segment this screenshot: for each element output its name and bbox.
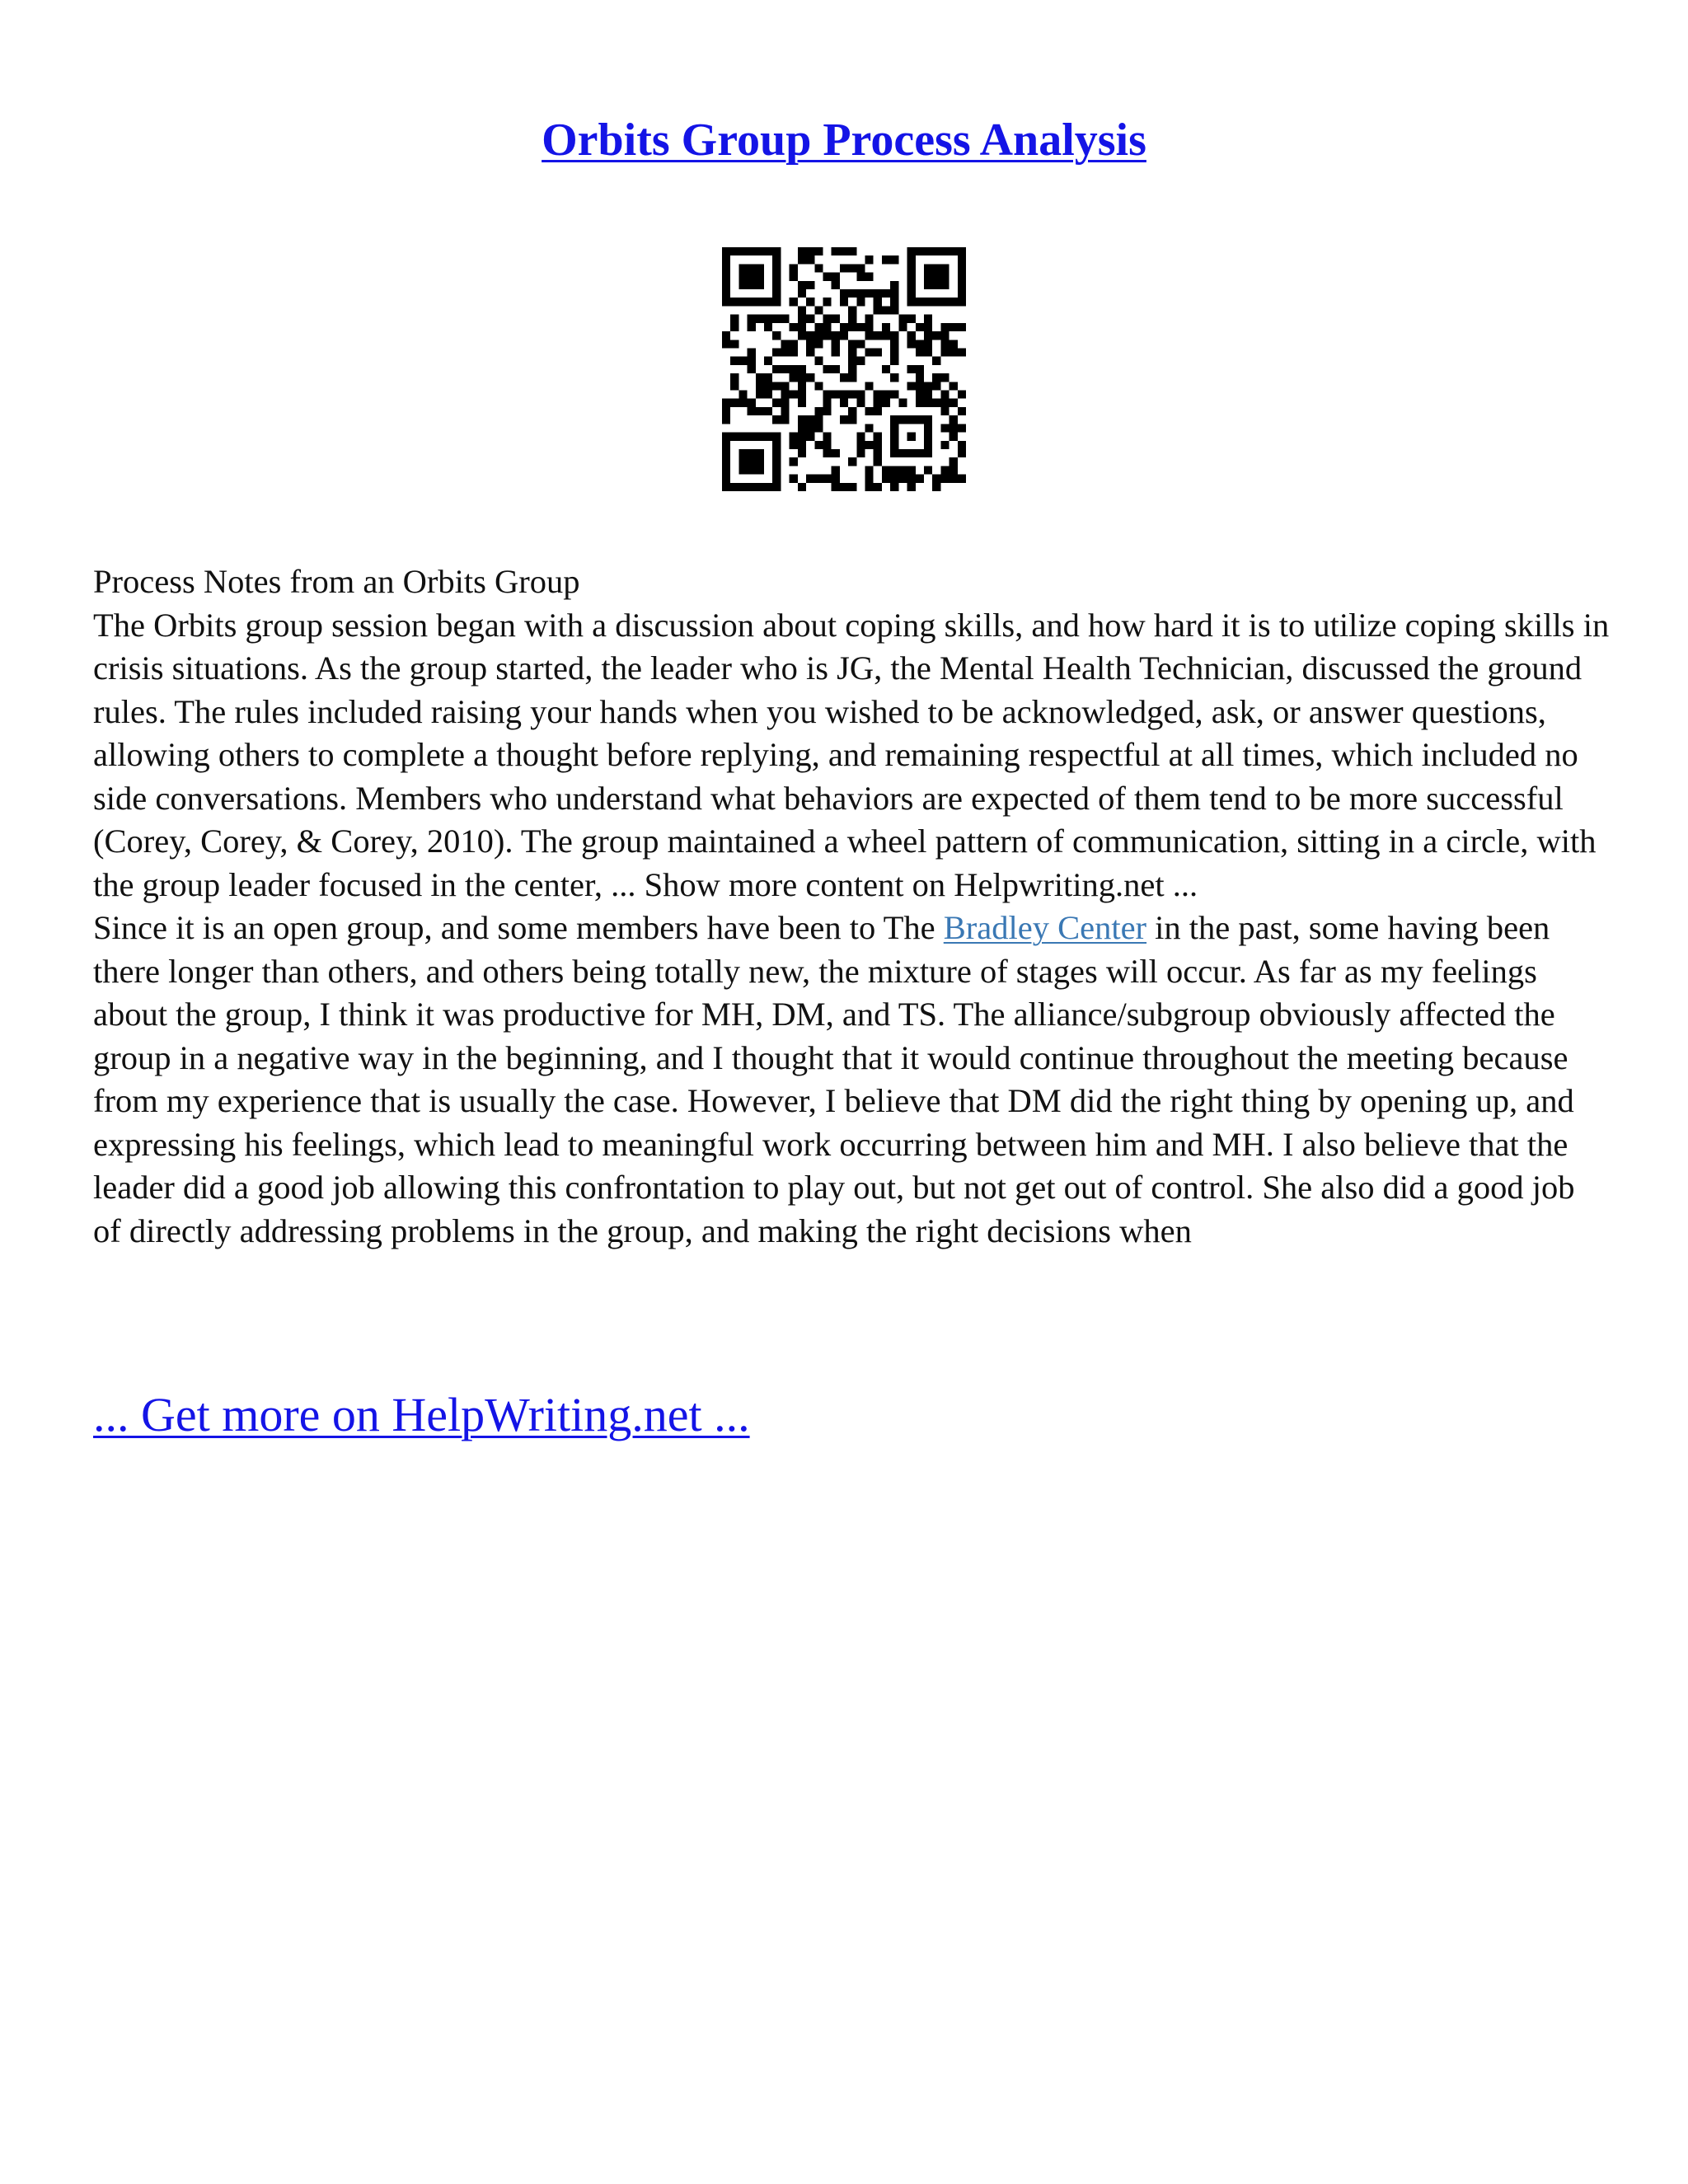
section-heading: Process Notes from an Orbits Group <box>93 563 580 600</box>
paragraph-2 <box>93 907 1610 1253</box>
qr-code-icon <box>722 247 966 491</box>
paragraph-1: The Orbits group session began with a discussion about coping skills, and how hard it is to utilize coping skills in crisis situations. As the group started, the leader who is JG, the Mental Health Technician, discussed the ground rules. The rules included raising your hands when you wished to be acknowledged, ask, or answer questions, allowing others to complete a thought before replying, and remaining respectful at all times, which included no side conversations. Members who understand what behaviors are expected of them tend to be more successful (Corey, Corey, & Corey, 2010). The group maintained a wheel pattern of communication, sitting in a circle, with the group leader focused in the center, ... Show more content on Helpwriting.net ... <box>93 606 1610 903</box>
document-title-link[interactable]: Orbits Group Process Analysis <box>542 115 1146 166</box>
bradley-center-link[interactable]: Bradley Center <box>943 909 1147 946</box>
paragraph-2-text-before-link: Since it is an open group, and some members have been to The <box>93 909 944 946</box>
title-container <box>0 114 1688 166</box>
get-more-link[interactable]: ... Get more on HelpWriting.net ... <box>93 1388 750 1441</box>
paragraph-2-text-after-link: in the past, some having been there longer than others, and others being totally new, the mixture of stages will occur. As far as my feelings about the group, I think it was productive for MH, DM, and TS. The alliance/subgroup obviously affected the group in a negative way in the beginning, and I thought that it would continue throughout the meeting because from my experience that is usually the case. However, I believe that DM did the right thing by opening up, and expressing his feelings, which lead to meaningful work occurring between him and MH. I also believe that the leader did a good job allowing this confrontation to play out, but not get out of control. She also did a good job of directly addressing problems in the group, and making the right decisions when <box>93 909 1575 1249</box>
more-link-container <box>93 1387 750 1442</box>
document-body <box>93 560 1610 1253</box>
